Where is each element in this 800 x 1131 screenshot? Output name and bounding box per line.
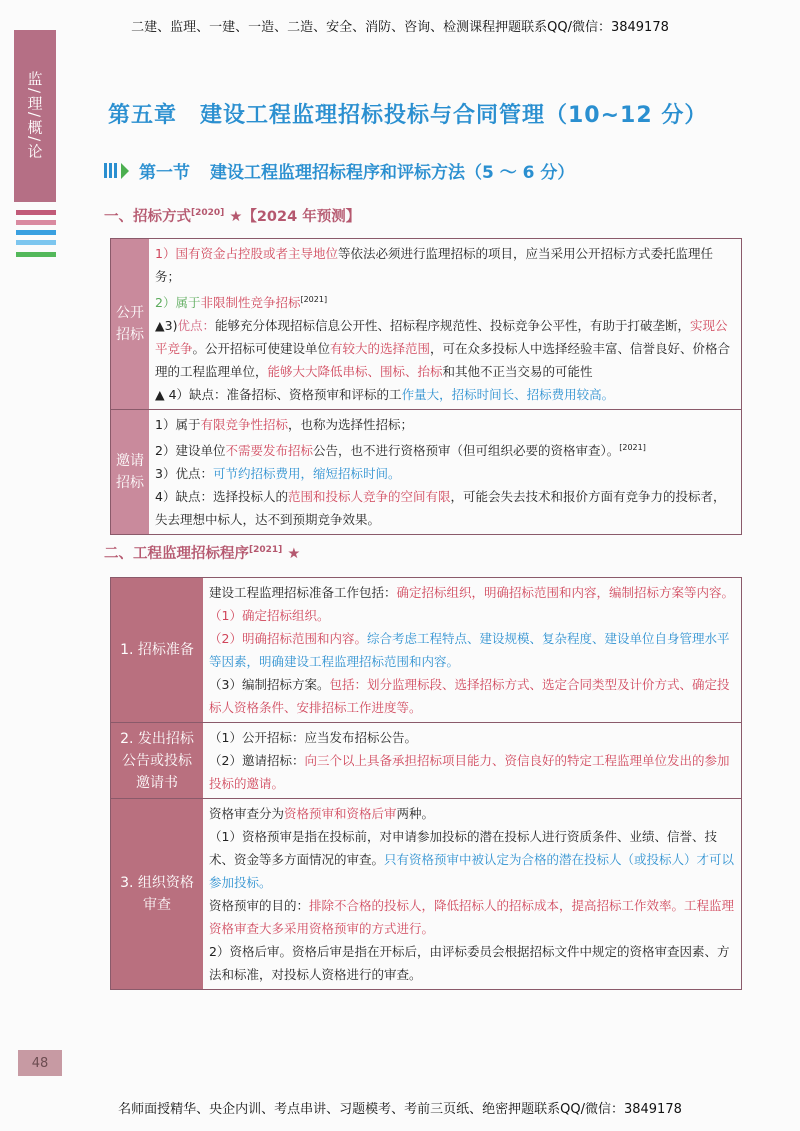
text: 向三个以上具备承担招标项目能力、资信良好的特定工程监理单位发出的参加投标的邀请。: [209, 753, 730, 791]
text: （1）公开招标：应当发布招标公告。: [209, 730, 417, 745]
page-number: 48: [18, 1050, 62, 1076]
text: ▲3): [155, 318, 178, 334]
decor-stripe-4: [16, 240, 56, 245]
text: 和其他不正当交易的可能性: [442, 364, 593, 380]
row-preparation: [111, 578, 741, 722]
bottom-ad-banner: 名师面授精华、央企内训、考点串讲、习题模考、考前三页纸、绝密押题联系QQ/微信：3849178: [118, 1102, 682, 1117]
heading-tender-process: [104, 542, 300, 563]
text: 1）属于: [155, 417, 201, 433]
label-notice: 2. 发出招标 公告或投标 邀请书: [111, 723, 203, 798]
text: 不需要发布招标: [225, 443, 313, 459]
row-notice: [111, 722, 741, 798]
forecast-tag: 【2024 年预测】: [242, 209, 361, 225]
chapter-title: 第五章 建设工程监理招标投标与合同管理（10~12 分）: [108, 103, 708, 128]
side-tab-label: 监/理/概/论: [25, 71, 44, 161]
text: 实现公平竞争: [155, 318, 728, 357]
decor-stripe-2: [16, 220, 56, 225]
text: 非限制性竞争招标: [200, 295, 301, 311]
label-preparation: 1. 招标准备: [111, 578, 203, 722]
text: （2）邀请招标：: [209, 753, 305, 768]
text: 建设工程监理招标准备工作包括：: [209, 585, 397, 600]
text: 公告，也不进行资格预审（但可组织必要的资格审查）。: [312, 443, 620, 459]
row-invite-tender: [111, 409, 741, 534]
star-icon: ★: [229, 209, 243, 225]
text: 确定招标组织，明确招标范围和内容，编制招标方案等内容。: [396, 585, 735, 600]
text: （1）资格预审是指在投标前，对申请参加投标的潜在投标人进行资质条件、业绩、信誉、技术、资金等多方面情况的审查。: [209, 829, 717, 867]
decor-stripe-1: [16, 210, 56, 215]
text: 能够大大降低串标、围标、抬标: [267, 364, 443, 380]
text: 。公开招标可使建设单位: [192, 341, 331, 357]
text: 能够充分体现招标信息公开性、招标程序规范性、投标竞争公平性，有助于打破垄断，: [214, 318, 690, 334]
text: 范围和投标人竞争的空间有限: [287, 489, 451, 505]
text: 资格预审的目的：: [209, 898, 310, 913]
text: 4）缺点：选择投标人的: [155, 489, 288, 505]
text: 1）国有资金占控股或者主导地位: [155, 246, 338, 261]
section-bars-icon: [104, 163, 129, 179]
heading-text: 二、工程监理招标程序: [104, 546, 249, 562]
text: 3）优点：: [155, 466, 213, 482]
decor-stripe-3: [16, 230, 56, 235]
preparation-content: [203, 578, 741, 722]
heading-tender-method: [104, 205, 360, 226]
text: 可节约招标费用，缩短招标时间。: [212, 466, 401, 482]
text: 资格预审和资格后审: [284, 806, 397, 821]
text: 2）资格后审。资格后审是指在开标后，由评标委员会根据招标文件中规定的资格审查因素、方法和标准，对投标人资格进行的审查。: [209, 944, 730, 982]
text: 优点：: [177, 318, 215, 334]
tender-process-table: [110, 577, 742, 990]
text: ，可能会失去技术和报价方面有竞争力的投标者，失去理想中标人，达不到预期竞争效果。: [155, 489, 726, 528]
decor-stripe-5: [16, 252, 56, 257]
cite: [2021]: [619, 443, 646, 453]
text: ，可在众多投标人中选择经验丰富、信誉良好、价格合理的工程监理单位，: [155, 341, 731, 380]
text: ，也称为选择性招标；: [287, 417, 413, 433]
section-title: 建设工程监理招标程序和评标方法（5 ～ 6 分）: [210, 163, 575, 183]
section-heading: [104, 158, 574, 183]
heading-text: 一、招标方式: [104, 209, 191, 225]
text: 2）属于: [155, 295, 201, 311]
cite: [2021]: [300, 295, 328, 304]
text: 排除不合格的投标人，降低招标人的招标成本，提高招标工作效率。工程监理资格审查大多采用资格预审的方式进行。: [209, 898, 735, 936]
text: 两种。: [396, 806, 435, 821]
text: ：准备招标、资格预审和评标的工: [214, 387, 402, 403]
qualification-content: [203, 799, 741, 989]
text: 等依法必须进行监理招标的项目，应当采用公开招标方式委托监理任务；: [155, 246, 713, 284]
notice-content: [203, 723, 741, 798]
heading-cite: [2021]: [249, 545, 283, 556]
text: （1）确定招标组织。: [209, 608, 330, 623]
label-invite-tender: 邀请 招标: [111, 410, 149, 534]
tender-method-table: [110, 238, 742, 535]
open-tender-content: [149, 239, 741, 409]
label-qualification: 3. 组织资格 审查: [111, 799, 203, 989]
side-chapter-tab: [14, 30, 56, 202]
heading-cite: [2020]: [191, 208, 225, 219]
text: ▲ 4）缺点: [155, 387, 215, 403]
label-open-tender: 公开 招标: [111, 239, 149, 409]
text: （2）明确招标范围和内容。: [209, 631, 367, 646]
text: 资格审查分为: [209, 806, 285, 821]
star-icon: ★: [287, 546, 301, 562]
text: （3）编制招标方案。: [209, 677, 330, 692]
text: 有较大的选择范围: [330, 341, 431, 357]
text: 综合考虑工程特点、建设规模、复杂程度、建设单位自身管理水平等因素，明确建设工程监理招标范围和内容。: [209, 631, 730, 669]
row-qualification: [111, 798, 741, 989]
text: 作量大，招标时间长、招标费用较高。: [401, 387, 615, 403]
text: 包括：划分监理标段、选择招标方式、选定合同类型及计价方式、确定投标人资格条件、安排招标工作进度等。: [209, 677, 730, 715]
top-ad-banner: 二建、监理、一建、一造、二造、安全、消防、咨询、检测课程押题联系QQ/微信：3849178: [131, 20, 669, 35]
text: 2）建设单位: [155, 443, 226, 459]
row-open-tender: [111, 239, 741, 409]
section-number: 第一节: [139, 163, 190, 183]
text: 有限竞争性招标: [200, 417, 288, 433]
invite-tender-content: [149, 410, 741, 534]
text: 只有资格预审中被认定为合格的潜在投标人（或投标人）才可以参加投标。: [209, 852, 735, 890]
